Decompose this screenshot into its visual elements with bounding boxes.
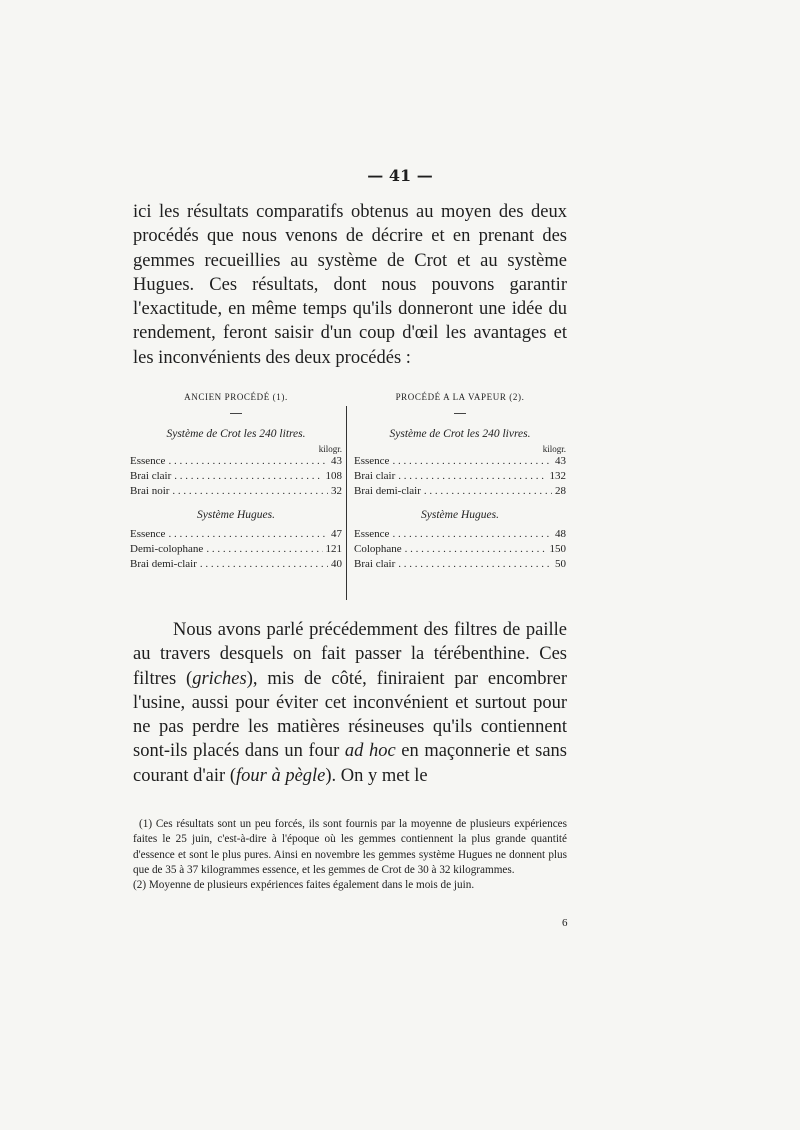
heading-rule — [230, 413, 242, 414]
intro-paragraph: ici les résultats comparatifs obtenus au moyen des deux procédés que nous venons de décrire et en prenant des gemmes recueillies au système de Crot et au système Hugues. Ces résultats, dont nous pouvons garantir l'exactitude, en même temps qu'ils donneront une idée du rendement, feront saisir d'un coup d'œil les avantages et les inconvénients des deux procédés : — [133, 202, 567, 368]
steam-process-heading: PROCÉDÉ A LA VAPEUR (2). — [395, 392, 525, 402]
italic-term: four à pègle — [235, 765, 326, 786]
old-process-heading: ANCIEN PROCÉDÉ (1). — [184, 392, 288, 402]
table-row: Essence . . . 48 — [354, 527, 566, 542]
table-row: Brai clair . . . 50 — [354, 557, 566, 572]
old-process-column — [130, 392, 342, 572]
crot-system-title: Système de Crot les 240 litres. — [166, 428, 306, 440]
column-divider — [346, 406, 347, 600]
italic-term: ad hoc — [344, 741, 396, 762]
footnote-1: (1) Ces résultats sont un peu forcés, ils sont fournis par la moyenne de plusieurs expériences faites le 25 juin, c'est-à-dire à l'époque où les gemmes contiennent la plus grande quantité d'essence et sont le plus pures. Ainsi en novembre les gemmes système Hugues ne donnent plus que de 35 à 37 kilogrammes essence, et les gemmes de Crot de 30 à 32 kilogrammes. — [133, 818, 567, 876]
hugues-system-title: Système Hugues. — [421, 509, 499, 521]
table-row: Brai clair . . . 108 — [130, 469, 342, 484]
table-row: Brai clair . . . 132 — [354, 469, 566, 484]
unit-label: kilogr. — [542, 444, 566, 454]
comparison-table — [130, 392, 570, 602]
table-row: Essence . . . 43 — [130, 454, 342, 469]
footnotes — [133, 817, 567, 893]
table-row: Brai demi-clair . . . 28 — [354, 484, 566, 499]
crot-system-title: Système de Crot les 240 livres. — [389, 428, 531, 440]
heading-rule — [454, 413, 466, 414]
hugues-system-title: Système Hugues. — [197, 509, 275, 521]
table-row: Demi-colophane . . . 121 — [130, 542, 342, 557]
steam-process-column — [354, 392, 566, 572]
filters-paragraph: Nous avons parlé précédemment des filtres de paille au travers desquels on fait passer la térébenthine. Ces filtres (griches), mis de côté, finiraient par encombrer l'usine, aussi pour éviter cet inconvénient et surtout pour ne pas perdre les matières résineuses qu'ils contiennent sont-ils placés dans un four ad hoc en maçonnerie et sans courant d'air (four à pègle). On y met le — [133, 620, 568, 786]
footnote-2: (2) Moyenne de plusieurs expériences faites également dans le mois de juin. — [133, 879, 475, 892]
unit-label: kilogr. — [318, 444, 342, 454]
table-row: Essence . . . 47 — [130, 527, 342, 542]
page-number: — 41 — — [367, 166, 433, 185]
table-row: Colophane . . . 150 — [354, 542, 566, 557]
table-row: Brai demi-clair . . . 40 — [130, 557, 342, 572]
italic-term: griches — [192, 668, 247, 689]
table-row: Essence . . . 43 — [354, 454, 566, 469]
table-row: Brai noir . . . 32 — [130, 484, 342, 499]
signature-mark: 6 — [562, 917, 568, 929]
